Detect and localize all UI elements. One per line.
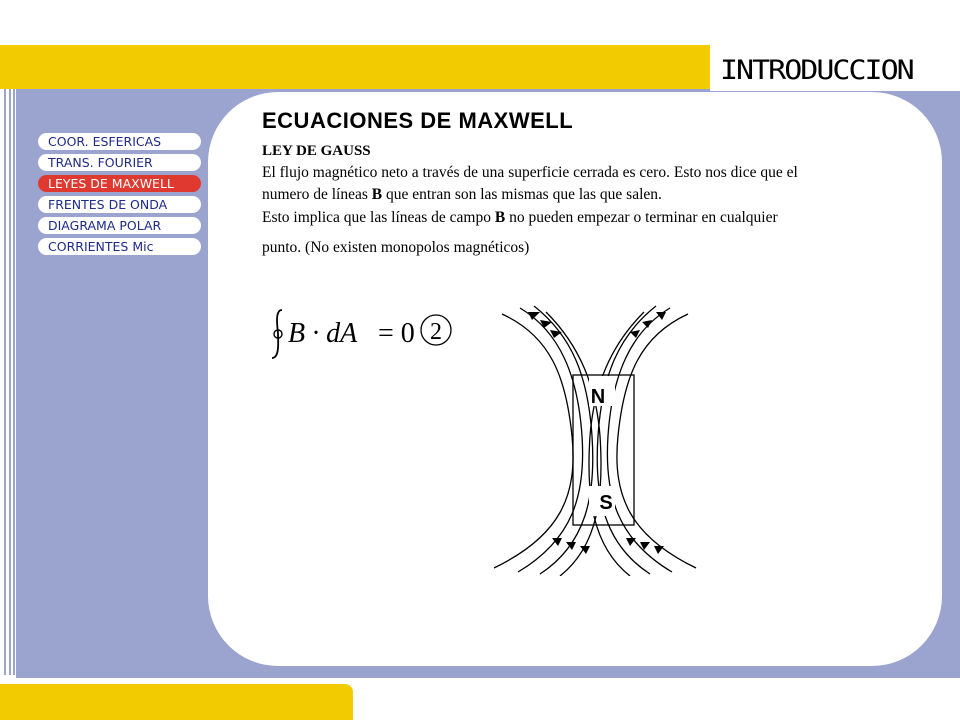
formula-rhs: = 0: [378, 318, 415, 349]
nav-item-leyes-de-maxwell[interactable]: LEYES DE MAXWELL: [38, 175, 201, 192]
formula-lhs: B · dA: [288, 318, 358, 349]
bottom-banner: [0, 684, 353, 720]
nav-item-diagrama-polar[interactable]: DIAGRAMA POLAR: [38, 217, 201, 234]
paragraph-line: punto. (No existen monopolos magnéticos): [262, 239, 530, 256]
north-pole-label: N: [590, 386, 606, 408]
nav-item-trans-fourier[interactable]: TRANS. FOURIER: [38, 154, 201, 171]
gauss-law-formula: [268, 300, 468, 368]
decor-stripe: [13, 45, 15, 675]
header-badge: INTRODUCCION: [720, 54, 913, 87]
nav-item-coor-esfericas[interactable]: COOR. ESFERICAS: [38, 133, 201, 150]
top-banner: [0, 45, 728, 89]
page-title: ECUACIONES DE MAXWELL: [262, 108, 574, 133]
decor-stripe: [9, 45, 11, 675]
paragraph-line: Esto implica que las líneas de campo B no pueden empezar o terminar en cualquier: [262, 209, 778, 226]
section-heading: LEY DE GAUSS: [262, 143, 371, 159]
paragraph-line: El flujo magnético neto a través de una superficie cerrada es cero. Esto nos dice que el: [262, 164, 798, 181]
nav-item-corrientes-mic[interactable]: CORRIENTES Mic: [38, 238, 201, 255]
nav-item-frentes-de-onda[interactable]: FRENTES DE ONDA: [38, 196, 201, 213]
equation-number: 2: [430, 319, 442, 345]
sidebar-nav: [38, 133, 201, 259]
paragraph-line: numero de líneas B que entran son las mismas que las que salen.: [262, 186, 662, 203]
decor-stripe: [4, 45, 6, 675]
south-pole-label: S: [599, 492, 613, 514]
magnet-field-diagram: [480, 296, 710, 576]
